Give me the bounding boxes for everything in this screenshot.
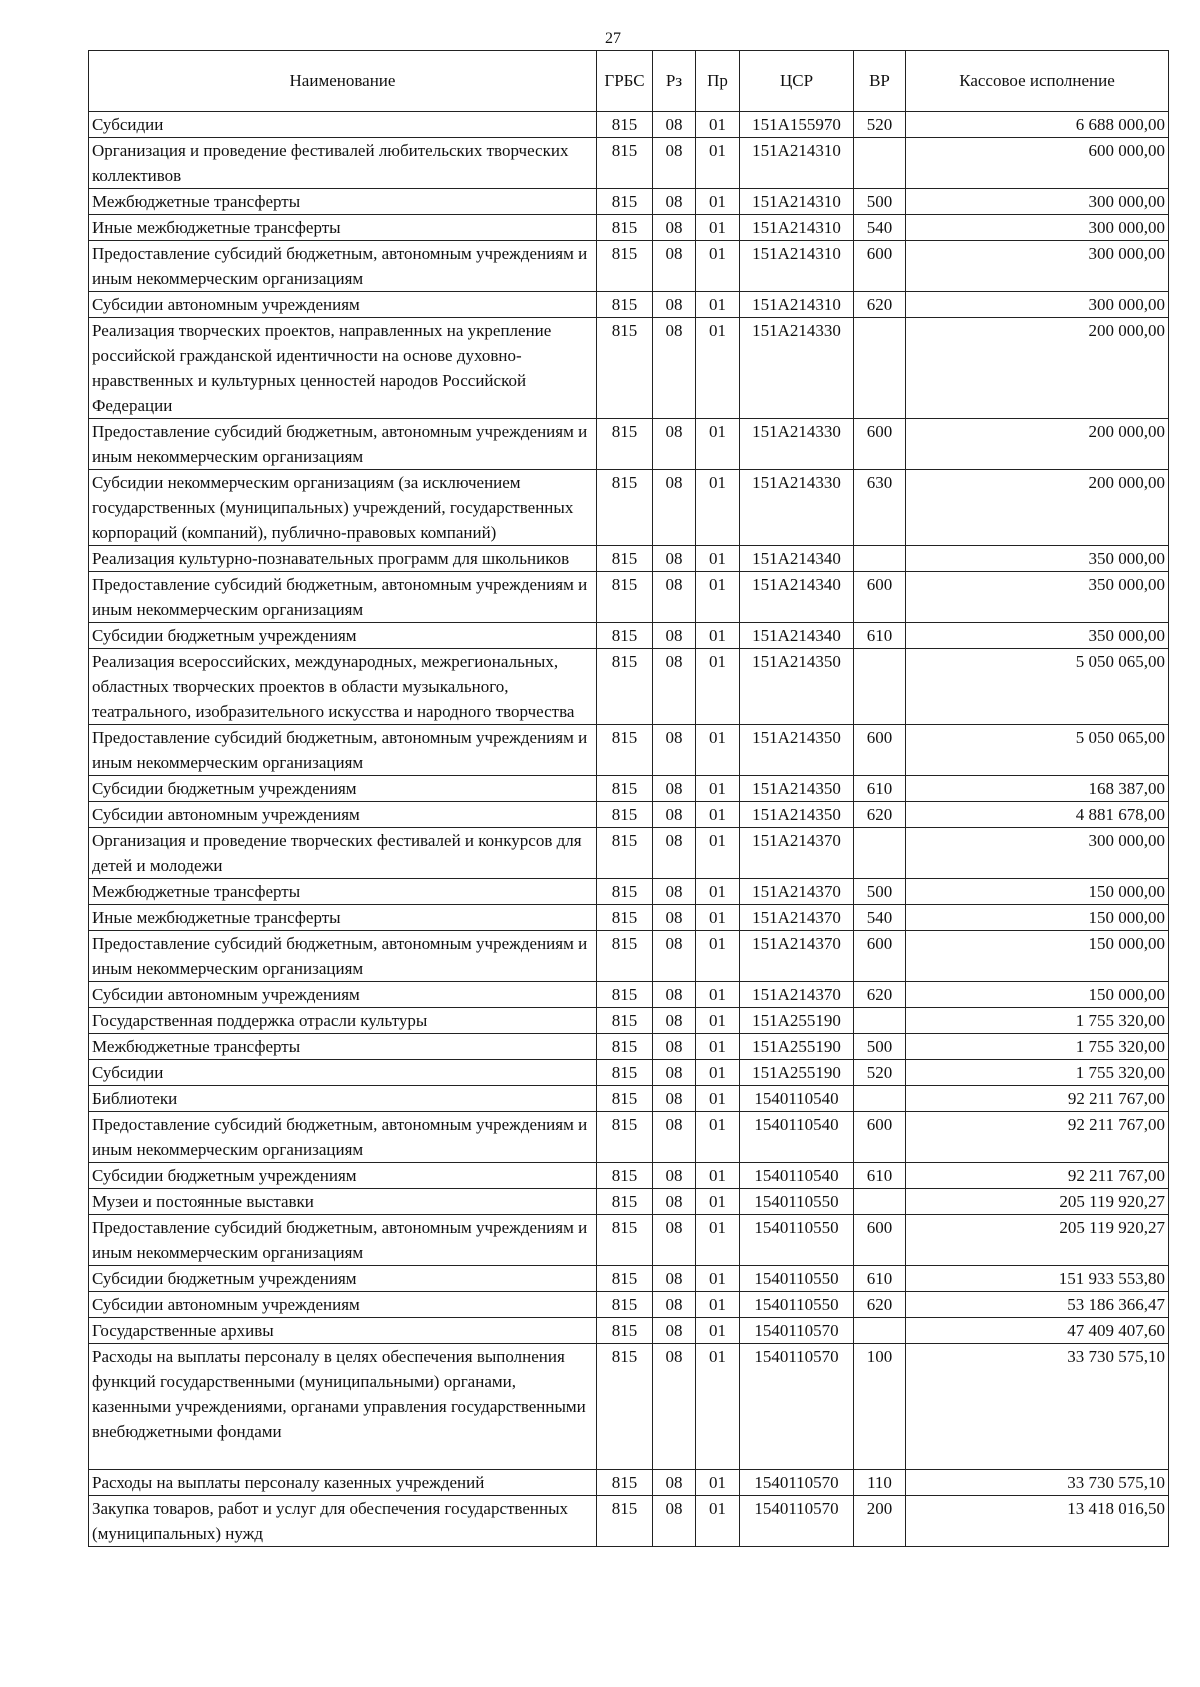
cell-vr: 630 — [854, 470, 906, 546]
cell-rz: 08 — [653, 1266, 696, 1292]
cell-pr: 01 — [696, 1034, 740, 1060]
cell-name: Расходы на выплаты персоналу казенных учреждений — [89, 1470, 597, 1496]
cell-grbs: 815 — [597, 1086, 653, 1112]
cell-csr: 151A214330 — [740, 419, 854, 470]
cell-amount: 92 211 767,00 — [906, 1112, 1169, 1163]
cell-csr: 151A214330 — [740, 470, 854, 546]
cell-pr: 01 — [696, 1189, 740, 1215]
cell-grbs: 815 — [597, 1344, 653, 1470]
cell-pr: 01 — [696, 189, 740, 215]
cell-name: Реализация всероссийских, международных, межрегиональных, областных творческих проектов в области музыкального, театрального, изобразительного искусства и народного творчества — [89, 649, 597, 725]
cell-csr: 151A214370 — [740, 905, 854, 931]
cell-amount: 92 211 767,00 — [906, 1163, 1169, 1189]
header-rz: Рз — [653, 51, 696, 112]
cell-pr: 01 — [696, 828, 740, 879]
cell-grbs: 815 — [597, 1163, 653, 1189]
cell-rz: 08 — [653, 802, 696, 828]
cell-vr: 610 — [854, 776, 906, 802]
cell-vr: 600 — [854, 241, 906, 292]
cell-csr: 1540110550 — [740, 1266, 854, 1292]
cell-amount: 151 933 553,80 — [906, 1266, 1169, 1292]
table-row — [89, 1344, 1169, 1470]
cell-rz: 08 — [653, 1496, 696, 1547]
cell-grbs: 815 — [597, 1034, 653, 1060]
cell-csr: 151A255190 — [740, 1008, 854, 1034]
cell-vr: 620 — [854, 292, 906, 318]
cell-csr: 151A214370 — [740, 931, 854, 982]
cell-rz: 08 — [653, 828, 696, 879]
cell-amount: 350 000,00 — [906, 572, 1169, 623]
cell-csr: 151A214330 — [740, 318, 854, 419]
cell-rz: 08 — [653, 138, 696, 189]
table-row — [89, 1318, 1169, 1344]
cell-pr: 01 — [696, 1215, 740, 1266]
header-amount: Кассовое исполнение — [906, 51, 1169, 112]
cell-name: Расходы на выплаты персоналу в целях обеспечения выполнения функций государственными (муниципальными) органами, казенными учреждениями, органами управления государственными внебюджетными фондами — [89, 1344, 597, 1470]
table-row — [89, 1163, 1169, 1189]
cell-pr: 01 — [696, 318, 740, 419]
cell-vr: 610 — [854, 1266, 906, 1292]
cell-vr: 200 — [854, 1496, 906, 1547]
cell-grbs: 815 — [597, 292, 653, 318]
cell-grbs: 815 — [597, 470, 653, 546]
cell-rz: 08 — [653, 1086, 696, 1112]
cell-name: Организация и проведение фестивалей любительских творческих коллективов — [89, 138, 597, 189]
table-row — [89, 189, 1169, 215]
cell-rz: 08 — [653, 241, 696, 292]
cell-csr: 1540110570 — [740, 1344, 854, 1470]
cell-amount: 5 050 065,00 — [906, 725, 1169, 776]
cell-grbs: 815 — [597, 1008, 653, 1034]
cell-amount: 33 730 575,10 — [906, 1344, 1169, 1470]
table-row — [89, 546, 1169, 572]
cell-rz: 08 — [653, 470, 696, 546]
cell-csr: 151A155970 — [740, 112, 854, 138]
cell-amount: 150 000,00 — [906, 905, 1169, 931]
cell-name: Субсидии бюджетным учреждениям — [89, 1163, 597, 1189]
cell-pr: 01 — [696, 1318, 740, 1344]
cell-pr: 01 — [696, 138, 740, 189]
cell-vr — [854, 1008, 906, 1034]
cell-rz: 08 — [653, 982, 696, 1008]
cell-rz: 08 — [653, 1318, 696, 1344]
cell-vr — [854, 1086, 906, 1112]
cell-vr: 520 — [854, 1060, 906, 1086]
cell-rz: 08 — [653, 931, 696, 982]
cell-name: Реализация культурно-познавательных программ для школьников — [89, 546, 597, 572]
cell-grbs: 815 — [597, 725, 653, 776]
cell-grbs: 815 — [597, 1470, 653, 1496]
cell-amount: 300 000,00 — [906, 215, 1169, 241]
table-row — [89, 1266, 1169, 1292]
table-row — [89, 931, 1169, 982]
table-body — [89, 112, 1169, 1547]
cell-vr: 100 — [854, 1344, 906, 1470]
cell-csr: 151A214370 — [740, 879, 854, 905]
cell-grbs: 815 — [597, 1215, 653, 1266]
cell-name: Музеи и постоянные выставки — [89, 1189, 597, 1215]
cell-grbs: 815 — [597, 215, 653, 241]
cell-name: Предоставление субсидий бюджетным, автономным учреждениям и иным некоммерческим организациям — [89, 1112, 597, 1163]
cell-pr: 01 — [696, 1344, 740, 1470]
cell-grbs: 815 — [597, 318, 653, 419]
cell-grbs: 815 — [597, 419, 653, 470]
table-row — [89, 1189, 1169, 1215]
cell-rz: 08 — [653, 1344, 696, 1470]
table-row — [89, 725, 1169, 776]
cell-pr: 01 — [696, 725, 740, 776]
table-row — [89, 1215, 1169, 1266]
cell-name: Предоставление субсидий бюджетным, автономным учреждениям и иным некоммерческим организациям — [89, 419, 597, 470]
cell-pr: 01 — [696, 572, 740, 623]
cell-pr: 01 — [696, 419, 740, 470]
cell-rz: 08 — [653, 112, 696, 138]
cell-name: Субсидии автономным учреждениям — [89, 982, 597, 1008]
cell-rz: 08 — [653, 905, 696, 931]
cell-rz: 08 — [653, 546, 696, 572]
cell-csr: 1540110570 — [740, 1318, 854, 1344]
cell-rz: 08 — [653, 623, 696, 649]
table-header-row — [89, 51, 1169, 112]
cell-amount: 200 000,00 — [906, 419, 1169, 470]
cell-amount: 47 409 407,60 — [906, 1318, 1169, 1344]
table-row — [89, 1470, 1169, 1496]
cell-name: Межбюджетные трансферты — [89, 879, 597, 905]
cell-name: Предоставление субсидий бюджетным, автономным учреждениям и иным некоммерческим организациям — [89, 931, 597, 982]
cell-csr: 151A214310 — [740, 292, 854, 318]
table-row — [89, 1060, 1169, 1086]
cell-pr: 01 — [696, 241, 740, 292]
cell-pr: 01 — [696, 1086, 740, 1112]
table-row — [89, 1496, 1169, 1547]
cell-rz: 08 — [653, 1292, 696, 1318]
cell-csr: 151A214370 — [740, 982, 854, 1008]
cell-grbs: 815 — [597, 623, 653, 649]
cell-rz: 08 — [653, 649, 696, 725]
table-row — [89, 138, 1169, 189]
cell-csr: 151A214340 — [740, 546, 854, 572]
cell-grbs: 815 — [597, 546, 653, 572]
cell-name: Предоставление субсидий бюджетным, автономным учреждениям и иным некоммерческим организациям — [89, 572, 597, 623]
cell-pr: 01 — [696, 1496, 740, 1547]
cell-amount: 200 000,00 — [906, 318, 1169, 419]
cell-rz: 08 — [653, 292, 696, 318]
cell-vr: 500 — [854, 1034, 906, 1060]
cell-pr: 01 — [696, 931, 740, 982]
cell-grbs: 815 — [597, 1060, 653, 1086]
cell-pr: 01 — [696, 905, 740, 931]
cell-amount: 4 881 678,00 — [906, 802, 1169, 828]
cell-vr: 520 — [854, 112, 906, 138]
cell-csr: 1540110570 — [740, 1470, 854, 1496]
cell-name: Предоставление субсидий бюджетным, автономным учреждениям и иным некоммерческим организациям — [89, 725, 597, 776]
cell-csr: 151A214340 — [740, 623, 854, 649]
cell-csr: 1540110550 — [740, 1292, 854, 1318]
cell-amount: 205 119 920,27 — [906, 1189, 1169, 1215]
cell-amount: 1 755 320,00 — [906, 1008, 1169, 1034]
cell-name: Субсидии некоммерческим организациям (за исключением государственных (муниципальных) учреждений, государственных корпораций (компаний), публично-правовых компаний) — [89, 470, 597, 546]
cell-grbs: 815 — [597, 1112, 653, 1163]
cell-amount: 300 000,00 — [906, 241, 1169, 292]
cell-name: Организация и проведение творческих фестивалей и конкурсов для детей и молодежи — [89, 828, 597, 879]
table-row — [89, 215, 1169, 241]
cell-grbs: 815 — [597, 931, 653, 982]
cell-amount: 350 000,00 — [906, 546, 1169, 572]
cell-rz: 08 — [653, 879, 696, 905]
cell-vr: 600 — [854, 1215, 906, 1266]
cell-name: Реализация творческих проектов, направленных на укрепление российской гражданской идентичности на основе духовно-нравственных и культурных ценностей народов Российской Федерации — [89, 318, 597, 419]
cell-vr: 600 — [854, 1112, 906, 1163]
cell-csr: 151A255190 — [740, 1034, 854, 1060]
cell-vr — [854, 318, 906, 419]
cell-csr: 1540110570 — [740, 1496, 854, 1547]
cell-vr: 600 — [854, 725, 906, 776]
table-row — [89, 1034, 1169, 1060]
cell-vr: 540 — [854, 215, 906, 241]
table-row — [89, 112, 1169, 138]
table-row — [89, 318, 1169, 419]
header-vr: ВР — [854, 51, 906, 112]
cell-amount: 13 418 016,50 — [906, 1496, 1169, 1547]
cell-grbs: 815 — [597, 828, 653, 879]
cell-vr — [854, 649, 906, 725]
table-row — [89, 292, 1169, 318]
cell-pr: 01 — [696, 1266, 740, 1292]
cell-rz: 08 — [653, 572, 696, 623]
cell-rz: 08 — [653, 1470, 696, 1496]
cell-amount: 205 119 920,27 — [906, 1215, 1169, 1266]
cell-pr: 01 — [696, 215, 740, 241]
cell-vr — [854, 828, 906, 879]
cell-rz: 08 — [653, 1008, 696, 1034]
cell-name: Субсидии автономным учреждениям — [89, 292, 597, 318]
cell-pr: 01 — [696, 982, 740, 1008]
cell-name: Субсидии автономным учреждениям — [89, 802, 597, 828]
cell-rz: 08 — [653, 1034, 696, 1060]
cell-name: Иные межбюджетные трансферты — [89, 905, 597, 931]
table-row — [89, 572, 1169, 623]
cell-grbs: 815 — [597, 112, 653, 138]
cell-csr: 151A214350 — [740, 802, 854, 828]
table-row — [89, 1112, 1169, 1163]
header-csr: ЦСР — [740, 51, 854, 112]
table-row — [89, 649, 1169, 725]
cell-name: Межбюджетные трансферты — [89, 189, 597, 215]
cell-name: Предоставление субсидий бюджетным, автономным учреждениям и иным некоммерческим организациям — [89, 241, 597, 292]
cell-pr: 01 — [696, 546, 740, 572]
cell-pr: 01 — [696, 776, 740, 802]
cell-rz: 08 — [653, 776, 696, 802]
table-row — [89, 828, 1169, 879]
cell-amount: 300 000,00 — [906, 292, 1169, 318]
table-row — [89, 1008, 1169, 1034]
cell-vr: 610 — [854, 1163, 906, 1189]
header-name: Наименование — [89, 51, 597, 112]
cell-pr: 01 — [696, 292, 740, 318]
table-row — [89, 802, 1169, 828]
cell-csr: 151A214350 — [740, 725, 854, 776]
cell-rz: 08 — [653, 1112, 696, 1163]
cell-name: Предоставление субсидий бюджетным, автономным учреждениям и иным некоммерческим организациям — [89, 1215, 597, 1266]
table-row — [89, 470, 1169, 546]
cell-rz: 08 — [653, 215, 696, 241]
cell-csr: 1540110540 — [740, 1112, 854, 1163]
cell-name: Государственная поддержка отрасли культуры — [89, 1008, 597, 1034]
cell-csr: 1540110550 — [740, 1215, 854, 1266]
cell-pr: 01 — [696, 649, 740, 725]
cell-grbs: 815 — [597, 241, 653, 292]
cell-csr: 151A214340 — [740, 572, 854, 623]
cell-amount: 6 688 000,00 — [906, 112, 1169, 138]
cell-csr: 151A214310 — [740, 215, 854, 241]
cell-vr: 110 — [854, 1470, 906, 1496]
cell-vr: 620 — [854, 982, 906, 1008]
header-pr: Пр — [696, 51, 740, 112]
cell-pr: 01 — [696, 1470, 740, 1496]
cell-pr: 01 — [696, 1060, 740, 1086]
page-number: 27 — [605, 30, 621, 47]
header-grbs: ГРБС — [597, 51, 653, 112]
cell-vr: 500 — [854, 189, 906, 215]
cell-csr: 151A214310 — [740, 241, 854, 292]
cell-csr: 151A214310 — [740, 138, 854, 189]
cell-name: Субсидии автономным учреждениям — [89, 1292, 597, 1318]
cell-pr: 01 — [696, 879, 740, 905]
cell-grbs: 815 — [597, 1496, 653, 1547]
cell-rz: 08 — [653, 1189, 696, 1215]
cell-amount: 300 000,00 — [906, 828, 1169, 879]
cell-name: Государственные архивы — [89, 1318, 597, 1344]
table-row — [89, 879, 1169, 905]
cell-csr: 151A214350 — [740, 776, 854, 802]
budget-execution-table — [88, 50, 1169, 1547]
cell-rz: 08 — [653, 318, 696, 419]
cell-vr — [854, 138, 906, 189]
cell-vr: 500 — [854, 879, 906, 905]
cell-grbs: 815 — [597, 649, 653, 725]
cell-grbs: 815 — [597, 879, 653, 905]
cell-grbs: 815 — [597, 138, 653, 189]
table-row — [89, 1292, 1169, 1318]
table-row — [89, 623, 1169, 649]
cell-pr: 01 — [696, 112, 740, 138]
cell-rz: 08 — [653, 725, 696, 776]
cell-vr: 600 — [854, 931, 906, 982]
cell-name: Субсидии бюджетным учреждениям — [89, 623, 597, 649]
cell-vr: 610 — [854, 623, 906, 649]
cell-csr: 151A214370 — [740, 828, 854, 879]
cell-csr: 1540110540 — [740, 1163, 854, 1189]
cell-amount: 200 000,00 — [906, 470, 1169, 546]
cell-vr — [854, 1318, 906, 1344]
cell-name: Субсидии бюджетным учреждениям — [89, 1266, 597, 1292]
cell-amount: 150 000,00 — [906, 879, 1169, 905]
cell-csr: 151A214310 — [740, 189, 854, 215]
cell-grbs: 815 — [597, 1292, 653, 1318]
cell-grbs: 815 — [597, 572, 653, 623]
cell-pr: 01 — [696, 1112, 740, 1163]
cell-rz: 08 — [653, 419, 696, 470]
table-row — [89, 241, 1169, 292]
cell-vr — [854, 546, 906, 572]
cell-vr — [854, 1189, 906, 1215]
cell-amount: 600 000,00 — [906, 138, 1169, 189]
cell-csr: 1540110550 — [740, 1189, 854, 1215]
cell-pr: 01 — [696, 802, 740, 828]
cell-grbs: 815 — [597, 982, 653, 1008]
cell-amount: 53 186 366,47 — [906, 1292, 1169, 1318]
cell-vr: 620 — [854, 1292, 906, 1318]
cell-name: Межбюджетные трансферты — [89, 1034, 597, 1060]
cell-name: Библиотеки — [89, 1086, 597, 1112]
cell-vr: 540 — [854, 905, 906, 931]
cell-name: Закупка товаров, работ и услуг для обеспечения государственных (муниципальных) нужд — [89, 1496, 597, 1547]
cell-name: Иные межбюджетные трансферты — [89, 215, 597, 241]
cell-rz: 08 — [653, 1060, 696, 1086]
cell-amount: 1 755 320,00 — [906, 1034, 1169, 1060]
cell-amount: 1 755 320,00 — [906, 1060, 1169, 1086]
cell-pr: 01 — [696, 1163, 740, 1189]
cell-name: Субсидии бюджетным учреждениям — [89, 776, 597, 802]
cell-amount: 150 000,00 — [906, 931, 1169, 982]
table-row — [89, 905, 1169, 931]
cell-grbs: 815 — [597, 905, 653, 931]
cell-vr: 600 — [854, 419, 906, 470]
cell-csr: 151A255190 — [740, 1060, 854, 1086]
cell-rz: 08 — [653, 189, 696, 215]
cell-amount: 33 730 575,10 — [906, 1470, 1169, 1496]
cell-csr: 1540110540 — [740, 1086, 854, 1112]
table-row — [89, 982, 1169, 1008]
cell-vr: 620 — [854, 802, 906, 828]
table-row — [89, 776, 1169, 802]
cell-name: Субсидии — [89, 1060, 597, 1086]
cell-pr: 01 — [696, 1008, 740, 1034]
cell-grbs: 815 — [597, 1266, 653, 1292]
cell-amount: 300 000,00 — [906, 189, 1169, 215]
cell-pr: 01 — [696, 623, 740, 649]
cell-grbs: 815 — [597, 802, 653, 828]
cell-grbs: 815 — [597, 189, 653, 215]
cell-pr: 01 — [696, 470, 740, 546]
cell-amount: 350 000,00 — [906, 623, 1169, 649]
cell-grbs: 815 — [597, 1318, 653, 1344]
cell-amount: 5 050 065,00 — [906, 649, 1169, 725]
cell-amount: 92 211 767,00 — [906, 1086, 1169, 1112]
cell-rz: 08 — [653, 1163, 696, 1189]
cell-csr: 151A214350 — [740, 649, 854, 725]
cell-pr: 01 — [696, 1292, 740, 1318]
cell-amount: 150 000,00 — [906, 982, 1169, 1008]
cell-vr: 600 — [854, 572, 906, 623]
table-row — [89, 1086, 1169, 1112]
cell-grbs: 815 — [597, 1189, 653, 1215]
table-row — [89, 419, 1169, 470]
cell-amount: 168 387,00 — [906, 776, 1169, 802]
cell-name: Субсидии — [89, 112, 597, 138]
cell-rz: 08 — [653, 1215, 696, 1266]
cell-grbs: 815 — [597, 776, 653, 802]
